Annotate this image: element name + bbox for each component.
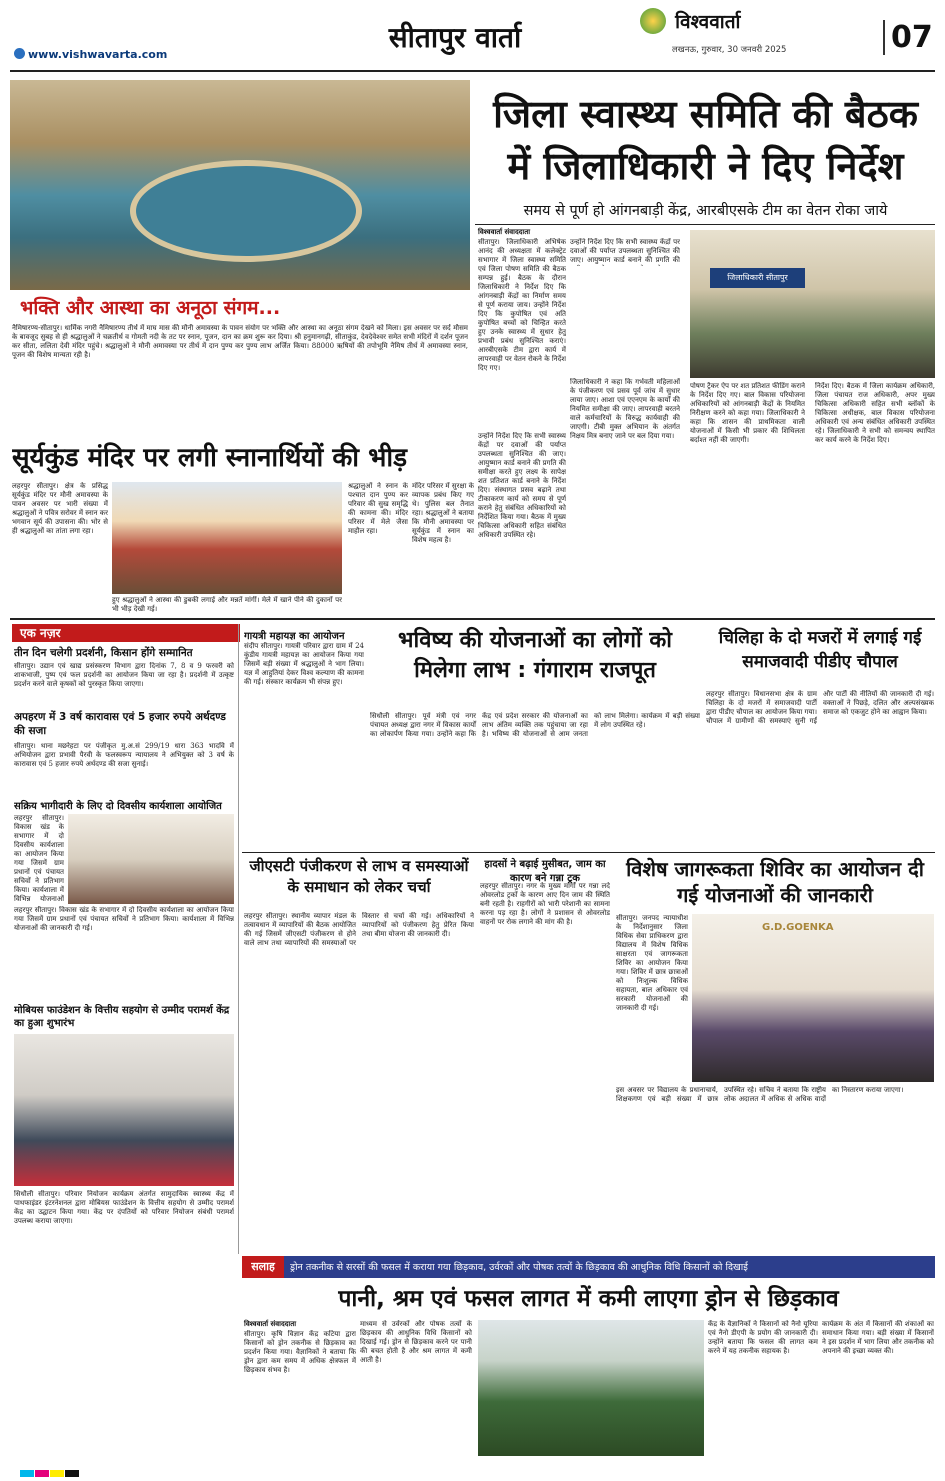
lead-col-5: निर्देश दिए। बैठक में जिला कार्यक्रम अधिकारी, जिला पंचायत राज अधिकारी, अपर मुख्य चिकित्सा अधिकारी सहित सभी ब्लॉकों के चिकित्सा अधीक्षक, बाल विकास परियोजना अधिकारी एवं अन्य संबंधित अधिकारी उपस्थित रहे। जिलाधिकारी ने सभी को समन्वय स्थापित कर कार्य करने के निर्देश दिए। (815, 382, 935, 444)
registration-strip (20, 1462, 920, 1470)
suryakund-col-2: श्रद्धालुओं ने स्नान के पश्चात दान पुण्य कर परिवार की सुख समृद्धि की कामना की। मंदिर परिसर में मेले जैसा माहौल रहा। (348, 482, 408, 535)
drone-col-3: केंद्र के वैज्ञानिकों ने किसानों को नैनो यूरिया एवं नैनो डीएपी के प्रयोग की जानकारी दी। उन्होंने बताया कि फसल की लागत कम करने में यह तकनीक सहायक है। (708, 1320, 818, 1355)
nazar-1-body: सीतापुर। उद्यान एवं खाद्य प्रसंस्करण विभाग द्वारा दिनांक 7, 8 व 9 फरवरी को शाकभाजी, पुष्प एवं फल प्रदर्शनी का आयोजन किया जा रहा है। प्रदर्शनी में उत्कृष्ट प्रदर्शन करने वाले कृषकों को पुरस्कृत किया जाएगा। (14, 662, 234, 688)
website-link[interactable]: www.vishwavarta.com (14, 48, 167, 61)
brand-logo (640, 8, 870, 38)
drone-byline: विश्ववार्ता संवाददाता (244, 1320, 297, 1328)
nazar-3-title: सक्रिय भागीदारी के लिए दो दिवसीय कार्यशाला आयोजित (14, 801, 222, 812)
lead-col-3: जिलाधिकारी ने कहा कि गर्भवती महिलाओं के पंजीकरण एवं प्रसव पूर्व जांच में सुधार लाया जाए। आशा एवं एएनएम के कार्यों की नियमित समीक्षा की जाए। लापरवाही बरतने वाले कर्मचारियों के विरुद्ध कार्यवाही की जाएगी। टीबी मुक्त अभियान के अंतर्गत निक्षय मित्र बनाए जाने पर बल दिया गया। (570, 378, 680, 440)
ghat-photo (10, 80, 470, 290)
school-banner: G.D.GOENKA (762, 922, 834, 933)
hadsa-headline: हादसों ने बढ़ाई मुसीबत, जाम का कारण बने गन्ना ट्रक (484, 859, 606, 884)
jagrukta-headline: विशेष जागरूकता शिविर का आयोजन दी गई योजनाओं की जानकारी (626, 857, 924, 907)
advice-tag: सलाह (242, 1256, 284, 1278)
lead-headline: जिला स्वास्थ्य समिति की बैठक में जिलाधिकारी ने दिए निर्देश (493, 92, 918, 188)
gst-headline: जीएसटी पंजीकरण से लाभ व समस्याओं के समाधान को लेकर चर्चा (249, 857, 469, 896)
page-number: 07 (883, 20, 945, 55)
jagrukta-col-2: इस अवसर पर विद्यालय के प्रधानाचार्य, शिक्षकगण एवं बड़ी संख्या में छात्र उपस्थित रहे। सचिव ने बताया कि राष्ट्रीय लोक अदालत में अधिक से अधिक वादों का निस्तारण कराया जाएगा। (616, 1086, 904, 1103)
nazar-2-body: सीतापुर। थाना मछरेहटा पर पंजीकृत मु.अ.सं 299/19 धारा 363 भादवि में अभियोजन द्वारा प्रभावी पैरवी के फलस्वरूप न्यायालय ने अभियुक्त को 3 वर्ष के कारावास एवं 5 हजार रुपये अर्थदण्ड की सजा सुनाई। (14, 742, 234, 768)
naimisharanya-text: नैमिषारण्य-सीतापुर। धार्मिक नगरी नैमिषारण्य तीर्थ में माघ मास की मौनी अमावस्या के पावन संयोग पर भक्ति और आस्था का अनूठा संगम देखने को मिला। इस अवसर पर सर्द मौसम के बावजूद सुबह से ही श्रद्धालुओं ने चक्रतीर्थ व गोमती नदी के तट पर स्नान, पूजन, दान का क्रम शुरू कर दिया। श्री हनुमानगढ़ी, सीताकुंड, देवदेवेश्वर समेत सभी मंदिरों में दर्शन पूजन कर सीता, ललिता देवी मंदिर पहुंचे। श्रद्धालुओं ने मौनी अमावस्या पर तीर्थ में दान पुण्य कर पुण्य लाभ अर्जित किया। 88000 ऋषियों की तपोभूमि नैमिष तीर्थ में अमावस्या स्नान, पूजन की विशेष मान्यता रही है। (12, 324, 468, 359)
lead-col-1b: उन्होंने निर्देश दिए कि सभी स्वास्थ्य केंद्रों पर दवाओं की पर्याप्त उपलब्धता सुनिश्चित की जाए। आयुष्मान कार्ड बनाने की प्रगति की समीक्षा करते हुए लक्ष्य के सापेक्ष शत प्रतिशत कार्ड बनाने के निर्देश दिए। संस्थागत प्रसव बढ़ाने तथा टीकाकरण कार्य को समय से पूर्ण कराने हेतु संबंधित अधिकारियों को निर्देशित किया गया। बैठक में मुख्य चिकित्सा अधिकारी सहित संबंधित अधिकारी उपस्थित रहे। (478, 432, 566, 539)
suryakund-col-4: हुए श्रद्धालुओं ने आस्था की डुबकी लगाई और मन्नतें मांगीं। मेले में खाने पीने की दुकानों पर भी भीड़ देखी गई। (112, 596, 342, 613)
camp-photo (692, 914, 934, 1082)
gst-body: लहरपुर सीतापुर। स्थानीय व्यापार मंडल के तत्वावधान में व्यापारियों की बैठक आयोजित की गई जिसमें जीएसटी पंजीकरण से होने वाले लाभ तथा व्यापारियों की समस्याओं पर विस्तार से चर्चा की गई। अधिकारियों ने व्यापारियों को पंजीकरण हेतु प्रेरित किया तथा बीमा योजना की जानकारी दी। (244, 912, 474, 947)
nazar-2-title: अपहरण में 3 वर्ष कारावास एवं 5 हजार रुपये अर्थदण्ड की सजा (14, 711, 226, 737)
gayatri-body: संदीप सीतापुर। गायत्री परिवार द्वारा ग्राम में 24 कुंडीय गायत्री महायज्ञ का आयोजन किया गया जिसमें बड़ी संख्या में श्रद्धालुओं ने भाग लिया। यज्ञ में आहुतियां देकर विश्व कल्याण की कामना की गई। संस्कार कार्यक्रम भी संपन्न हुए। (244, 642, 364, 686)
globe-icon (14, 48, 25, 59)
workshop-photo (68, 814, 234, 904)
nazar-4-body: सिधौली सीतापुर। परिवार नियोजन कार्यक्रम अंतर्गत सामुदायिक स्वास्थ्य केंद्र में पाथफाइंडर इंटरनेशनल द्वारा मोबियस फाउंडेशन के वित्तीय सहयोग से उम्मीद परामर्श केंद्र का उद्घाटन किया गया। केंद्र पर दंपतियों को परिवार नियोजन संबंधी परामर्श उपलब्ध कराया जाएगा। (14, 1190, 234, 1225)
brand-name: विश्ववार्ता (675, 11, 741, 33)
nazar-4-title: मोबियस फाउंडेशन के वित्तीय सहयोग से उम्मीद परामर्श केंद्र का हुआ शुभारंभ (14, 1005, 230, 1029)
mid-divider (10, 618, 935, 620)
lead-subheadline: समय से पूर्ण हो आंगनबाड़ी केंद्र, आरबीएसके टीम का वेतन रोका जाये (523, 203, 888, 219)
nazar-1-title: तीन दिन चलेगी प्रदर्शनी, किसान होंगे सम्मानित (14, 647, 193, 659)
hadsa-body: लहरपुर सीतापुर। नगर के मुख्य मार्गों पर गन्ना लदे ओवरलोड ट्रकों के कारण आए दिन जाम की स्थिति बनी रहती है। राहगीरों को भारी परेशानी का सामना करना पड़ रहा है। लोगों ने प्रशासन से ओवरलोड वाहनों पर रोक लगाने की मांग की है। (480, 882, 610, 926)
section-title: सीतापुर वार्ता (388, 21, 522, 54)
drone-col-1: सीतापुर। कृषि विज्ञान केंद्र कटिया द्वारा किसानों को ड्रोन तकनीक से छिड़काव का प्रदर्शन किया गया। वैज्ञानिकों ने बताया कि ड्रोन द्वारा कम समय में अधिक क्षेत्रफल में छिड़काव संभव है। (244, 1330, 356, 1374)
chilhia-body: लहरपुर सीतापुर। विधानसभा क्षेत्र के ग्राम चिलिहा के दो मजरों में समाजवादी पार्टी द्वारा पीडीए चौपाल का आयोजन किया गया। चौपाल में ग्रामीणों की समस्याएं सुनी गईं और पार्टी की नीतियों की जानकारी दी गई। वक्ताओं ने पिछड़े, दलित और अल्पसंख्यक समाज को एकजुट होने का आह्वान किया। (706, 690, 934, 725)
gangaram-body: सिधौली सीतापुर। पूर्व मंत्री एवं नगर पंचायत अध्यक्ष द्वारा नगर में विकास कार्यों का लोकार्पण किया गया। उन्होंने कहा कि केंद्र एवं प्रदेश सरकार की योजनाओं का लाभ अंतिम व्यक्ति तक पहुंचाया जा रहा है। भविष्य की योजनाओं से आम जनता को लाभ मिलेगा। कार्यक्रम में बड़ी संख्या में लोग उपस्थित रहे। (370, 712, 700, 738)
masthead (0, 0, 945, 80)
temple-photo (112, 482, 342, 594)
gayatri-title: गायत्री महायज्ञ का आयोजन (244, 631, 345, 642)
logo-v-icon (640, 8, 666, 34)
suryakund-col-3: मंदिर परिसर में सुरक्षा के व्यापक प्रबंध किए गए थे। पुलिस बल तैनात रहा। श्रद्धालुओं ने बताया कि मौनी अमावस्या पर सूर्यकुंड में स्नान का विशेष महत्व है। (412, 482, 474, 544)
drone-teaser-bar (242, 1256, 935, 1278)
meeting-banner: जिलाधिकारी सीतापुर (710, 268, 805, 288)
lead-col-4: पोषण ट्रैकर ऐप पर शत प्रतिशत फीडिंग कराने के निर्देश दिए गए। बाल विकास परियोजना अधिकारियों को आंगनबाड़ी केंद्रों के नियमित निरीक्षण करने को कहा गया। जिलाधिकारी ने कहा कि शासन की प्राथमिकता वाली योजनाओं में किसी भी प्रकार की शिथिलता बर्दाश्त नहीं की जाएगी। (690, 382, 805, 444)
suryakund-col-1: लहरपुर सीतापुर। क्षेत्र के प्रसिद्ध सूर्यकुंड मंदिर पर मौनी अमावस्या के पावन अवसर पर भारी संख्या में श्रद्धालुओं ने पवित्र सरोवर में स्नान कर भगवान सूर्य की उपासना की। भोर से ही श्रद्धालुओं का तांता लगा रहा। (12, 482, 108, 535)
left-col-rule (238, 624, 239, 1254)
nazar-3-body-a: लहरपुर सीतापुर। विकास खंड के सभागार में दो दिवसीय कार्यशाला का आयोजन किया गया जिसमें ग्राम प्रधानों एवं पंचायत सचिवों ने प्रतिभाग किया। कार्यशाला में विभिन्न योजनाओं (14, 814, 64, 902)
drone-col-2: माध्यम से उर्वरकों और पोषक तत्वों के छिड़काव की आधुनिक विधि किसानों को दिखाई गई। ड्रोन से छिड़काव करने पर पानी की बचत होती है और श्रम लागत में कमी आती है। (360, 1320, 472, 1364)
lead-byline: विश्ववार्ता संवाददाता (478, 228, 531, 236)
row-divider (242, 852, 935, 853)
lead-col-1: सीतापुर। जिलाधिकारी अभिषेक आनंद की अध्यक्षता में कलेक्ट्रेट सभागार में जिला स्वास्थ्य समिति एवं जिला पोषण समिति की बैठक सम्पन्न हुई। बैठक के दौरान जिलाधिकारी ने निर्देश दिए कि आंगनबाड़ी केंद्रों का निर्माण समय से पूर्ण कराया जाय। उन्होंने निर्देश दिए कि कुपोषित एवं अति कुपोषित बच्चों को चिन्हित करते हुए उनके स्वास्थ्य में सुधार हेतु प्रभावी प्रबंध सुनिश्चित कराएं। आरबीएसके टीम द्वारा कार्य में लापरवाही पर वेतन रोकने के निर्देश दिए गए। (478, 238, 566, 372)
lead-col-2: उन्होंने निर्देश दिए कि सभी स्वास्थ्य केंद्रों पर दवाओं की पर्याप्त उपलब्धता सुनिश्चित की जाए। आयुष्मान कार्ड बनाने की प्रगति की (570, 238, 680, 264)
drone-teaser: ड्रोन तकनीक से सरसों की फसल में कराया गया छिड़काव, उर्वरकों और पोषक तत्वों के छिड़काव की आधुनिक विधि किसानों को दिखाई (290, 1262, 748, 1273)
photo-caption-box (20, 288, 460, 322)
suryakund-headline: सूर्यकुंड मंदिर पर लगी स्नानार्थियों की भीड़ (12, 443, 408, 473)
jagrukta-body: सीतापुर। जनपद न्यायाधीश के निर्देशानुसार जिला विधिक सेवा प्राधिकरण द्वारा विद्यालय में विशेष विधिक साक्षरता एवं जागरूकता शिविर का आयोजन किया गया। शिविर में छात्र छात्राओं को निःशुल्क विधिक सहायता, बाल अधिकार एवं सरकारी योजनाओं की जानकारी दी गई। (616, 914, 688, 1012)
mobius-photo (14, 1034, 234, 1186)
dateline: लखनऊ, गुरुवार, 30 जनवरी 2025 (672, 45, 787, 55)
meeting-photo (690, 230, 935, 378)
lead-divider (475, 224, 935, 225)
ek-nazar-label: एक नज़र (12, 624, 240, 642)
photo-caption: भक्ति और आस्था का अनूठा संगम... (20, 297, 281, 319)
masthead-divider (10, 70, 935, 72)
gangaram-headline: भविष्य की योजनाओं का लोगों को मिलेगा लाभ : गंगाराम राजपूत (398, 628, 672, 683)
drone-headline: पानी, श्रम एवं फसल लागत में कमी लाएगा ड्रोन से छिड़काव (338, 1286, 839, 1312)
nazar-3-body-b: लहरपुर सीतापुर। विकास खंड के सभागार में दो दिवसीय कार्यशाला का आयोजन किया गया जिसमें ग्राम प्रधानों एवं पंचायत सचिवों ने प्रतिभाग किया। कार्यशाला में विभिन्न योजनाओं की जानकारी दी गई। (14, 906, 234, 932)
chilhia-headline: चिलिहा के दो मजरों में लगाई गई समाजवादी पीडीए चौपाल (718, 628, 922, 672)
drone-photo (478, 1320, 704, 1456)
ghat-steps (130, 160, 362, 262)
drone-col-4: कार्यक्रम के अंत में किसानों की शंकाओं का समाधान किया गया। बड़ी संख्या में किसानों ने इस प्रदर्शन में भाग लिया और तकनीक को अपनाने की इच्छा व्यक्त की। (822, 1320, 934, 1355)
